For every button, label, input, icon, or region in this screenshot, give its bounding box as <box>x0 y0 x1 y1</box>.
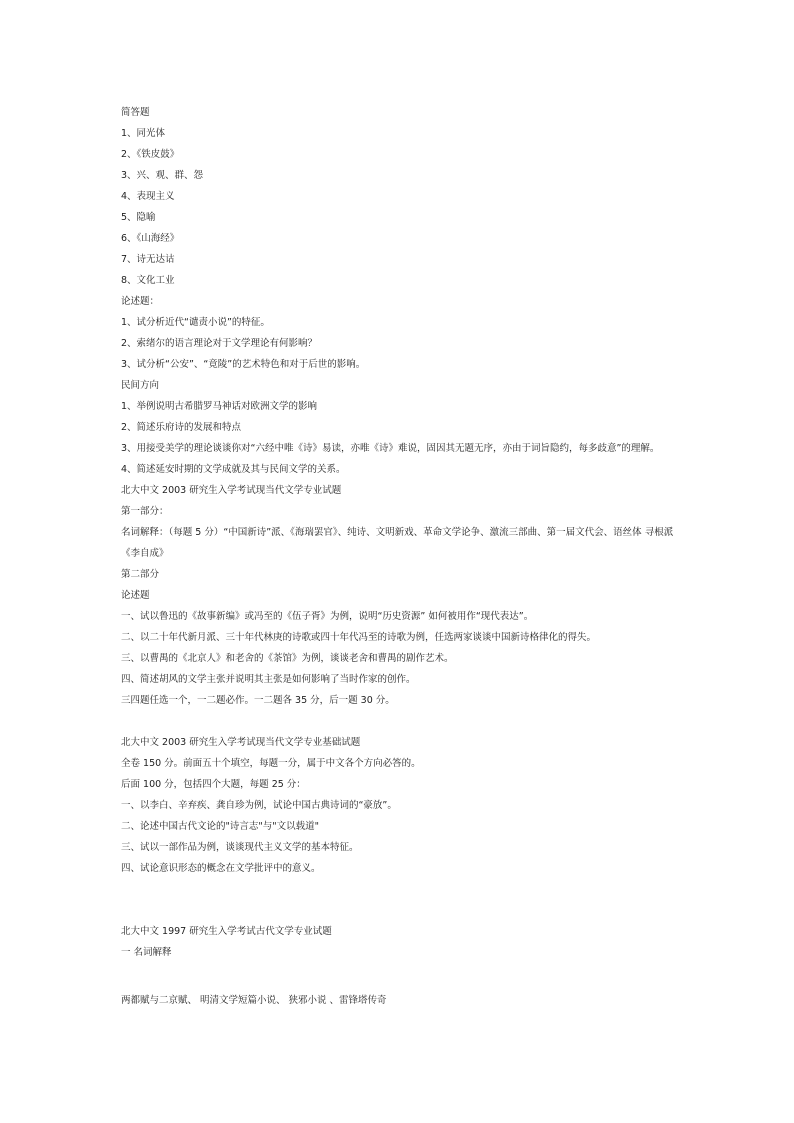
list-item: 3、用接受美学的理论谈谈你对“六经中唯《诗》易读，亦唯《诗》难说，固因其无题无序，亦由于词旨隐约，每多歧意”的理解。 <box>121 443 660 454</box>
list-item: 2、《铁皮鼓》 <box>121 149 180 160</box>
paragraph: 名词解释：（每题 5 分）“中国新诗”派、《海瑞罢官》、纯诗、文明新戏、革命文学论争、激流三部曲、第一届文代会、语丝体 寻根派 《李自成》 <box>121 527 674 559</box>
section-heading: 民间方向 <box>121 380 160 391</box>
exam-title: 北大中文 1997 研究生入学考试古代文学专业试题 <box>121 926 332 937</box>
exam-title: 北大中文 2003 研究生入学考试现当代文学专业基础试题 <box>121 737 361 748</box>
section-heading: 第二部分 <box>121 569 160 580</box>
list-item: 二、以二十年代新月派、三十年代林庚的诗歌或四十年代冯至的诗歌为例，任选两家谈谈中国新诗格律化的得失。 <box>121 632 597 643</box>
list-item: 4、简述延安时期的文学成就及其与民间文学的关系。 <box>121 464 346 475</box>
section-heading: 论述题 <box>121 590 150 601</box>
spacer <box>121 963 681 990</box>
list-item: 1、同光体 <box>121 128 166 139</box>
section-heading: 一 名词解释 <box>121 947 172 958</box>
section-heading: 论述题： <box>121 296 160 307</box>
section-heading: 第一部分： <box>121 506 169 517</box>
list-item: 三、试以一部作品为例，谈谈现代主义文学的基本特征。 <box>121 842 359 853</box>
spacer <box>121 711 681 732</box>
list-item: 二、论述中国古代文论的"诗言志"与"文以载道" <box>121 821 319 832</box>
list-item: 5、隐喻 <box>121 212 156 223</box>
list-item: 7、诗无达诂 <box>121 254 175 265</box>
list-item: 四、简述胡风的文学主张并说明其主张是如何影响了当时作家的创作。 <box>121 674 416 685</box>
list-item: 2、简述乐府诗的发展和特点 <box>121 422 242 433</box>
list-item: 1、举例说明古希腊罗马神话对欧洲文学的影响 <box>121 401 318 412</box>
list-item: 四、试论意识形态的概念在文学批评中的意义。 <box>121 863 321 874</box>
list-item: 3、试分析“公安”、“竟陵”的艺术特色和对于后世的影响。 <box>121 359 366 370</box>
list-item: 2、索绪尔的语言理论对于文学理论有何影响？ <box>121 338 318 349</box>
paragraph: 后面 100 分，包括四个大题，每题 25 分： <box>121 779 306 790</box>
section-heading: 简答题 <box>121 107 150 118</box>
document-body <box>121 102 681 1011</box>
list-item: 1、试分析近代“谴责小说”的特征。 <box>121 317 270 328</box>
list-item: 6、《山海经》 <box>121 233 180 244</box>
list-item: 三、以曹禺的《北京人》和老舍的《茶馆》为例，谈谈老舍和曹禺的剧作艺术。 <box>121 653 454 664</box>
list-item: 8、文化工业 <box>121 275 175 286</box>
list-item: 4、表现主义 <box>121 191 175 202</box>
paragraph: 全卷 150 分。前面五十个填空，每题一分，属于中文各个方向必答的。 <box>121 758 421 769</box>
spacer <box>121 879 681 921</box>
list-item: 一、试以鲁迅的《故事新编》或冯至的《伍子胥》为例，说明“历史资源” 如何被用作“现代表达”。 <box>121 611 534 622</box>
list-item: 3、兴、观、群、怨 <box>121 170 204 181</box>
paragraph: 两都赋与二京赋、 明清文学短篇小说、 狭邪小说 、雷锋塔传奇 <box>121 995 387 1006</box>
list-item: 一、以李白、辛弃疾、龚自珍为例，试论中国古典诗词的“豪放”。 <box>121 800 397 811</box>
exam-title: 北大中文 2003 研究生入学考试现当代文学专业试题 <box>121 485 342 496</box>
paragraph: 三四题任选一个，一二题必作。一二题各 35 分，后一题 30 分。 <box>121 695 395 706</box>
